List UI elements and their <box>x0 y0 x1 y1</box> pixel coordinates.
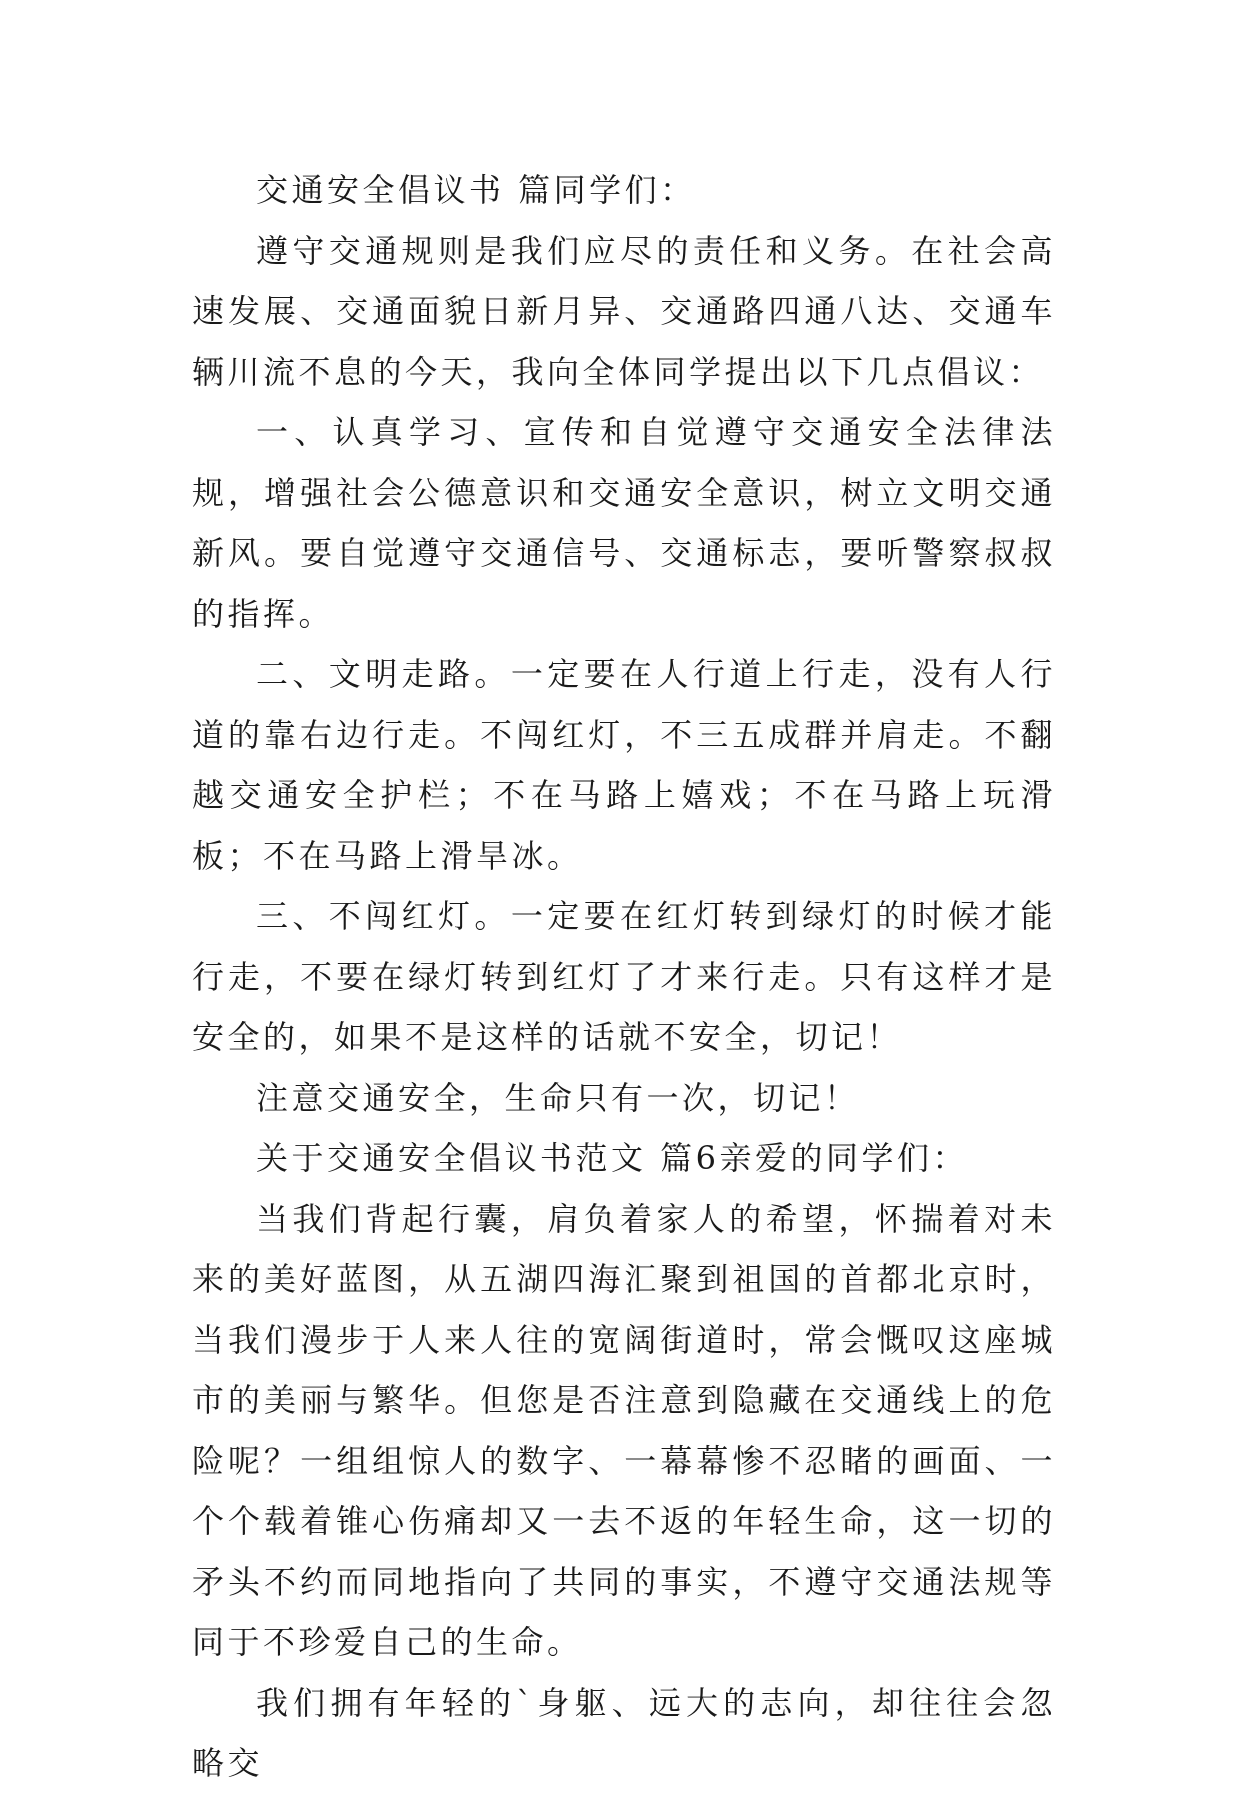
paragraph-point-1: 一、认真学习、宣传和自觉遵守交通安全法律法规，增强社会公德意识和交通安全意识，树立文明交通新风。要自觉遵守交通信号、交通标志，要听警察叔叔的指挥。 <box>192 413 1056 633</box>
paragraph-reminder: 注意交通安全，生命只有一次，切记！ <box>256 1078 860 1117</box>
paragraph-heading-1: 交通安全倡议书 篇同学们： <box>256 171 696 209</box>
paragraph-body-1: 当我们背起行囊，肩负着家人的希望，怀揣着对未来的美好蓝图，从五湖四海汇聚到祖国的首都北京时，当我们漫步于人来人往的宽阔街道时，常会慨叹这座城市的美丽与繁华。但您是否注意到隐藏在交通线上的危险呢？一组组惊人的数字、一幕幕惨不忍睹的画面、一个个载着锥心伤痛却又一去不返的年轻生命，这一切的矛头不约而同地指向了共同的事实，不遵守交通法规等同于不珍爱自己的生命。 <box>192 1199 1056 1661</box>
document-body <box>192 160 1056 1794</box>
paragraph-heading-2: 关于交通安全倡议书范文 篇6亲爱的同学们： <box>256 1139 969 1177</box>
paragraph-body-2: 我们拥有年轻的`身躯、远大的志向，却往往会忽略交 <box>192 1683 1056 1782</box>
paragraph-point-3: 三、不闯红灯。一定要在红灯转到绿灯的时候才能行走，不要在绿灯转到红灯了才来行走。只有这样才是安全的，如果不是这样的话就不安全，切记！ <box>192 897 1056 1056</box>
paragraph-intro: 遵守交通规则是我们应尽的责任和义务。在社会高速发展、交通面貌日新月异、交通路四通八达、交通车辆川流不息的今天，我向全体同学提出以下几点倡议： <box>192 231 1056 391</box>
paragraph-point-2: 二、文明走路。一定要在人行道上行走，没有人行道的靠右边行走。不闯红灯，不三五成群并肩走。不翻越交通安全护栏；不在马路上嬉戏；不在马路上玩滑板；不在马路上滑旱冰。 <box>192 655 1056 875</box>
